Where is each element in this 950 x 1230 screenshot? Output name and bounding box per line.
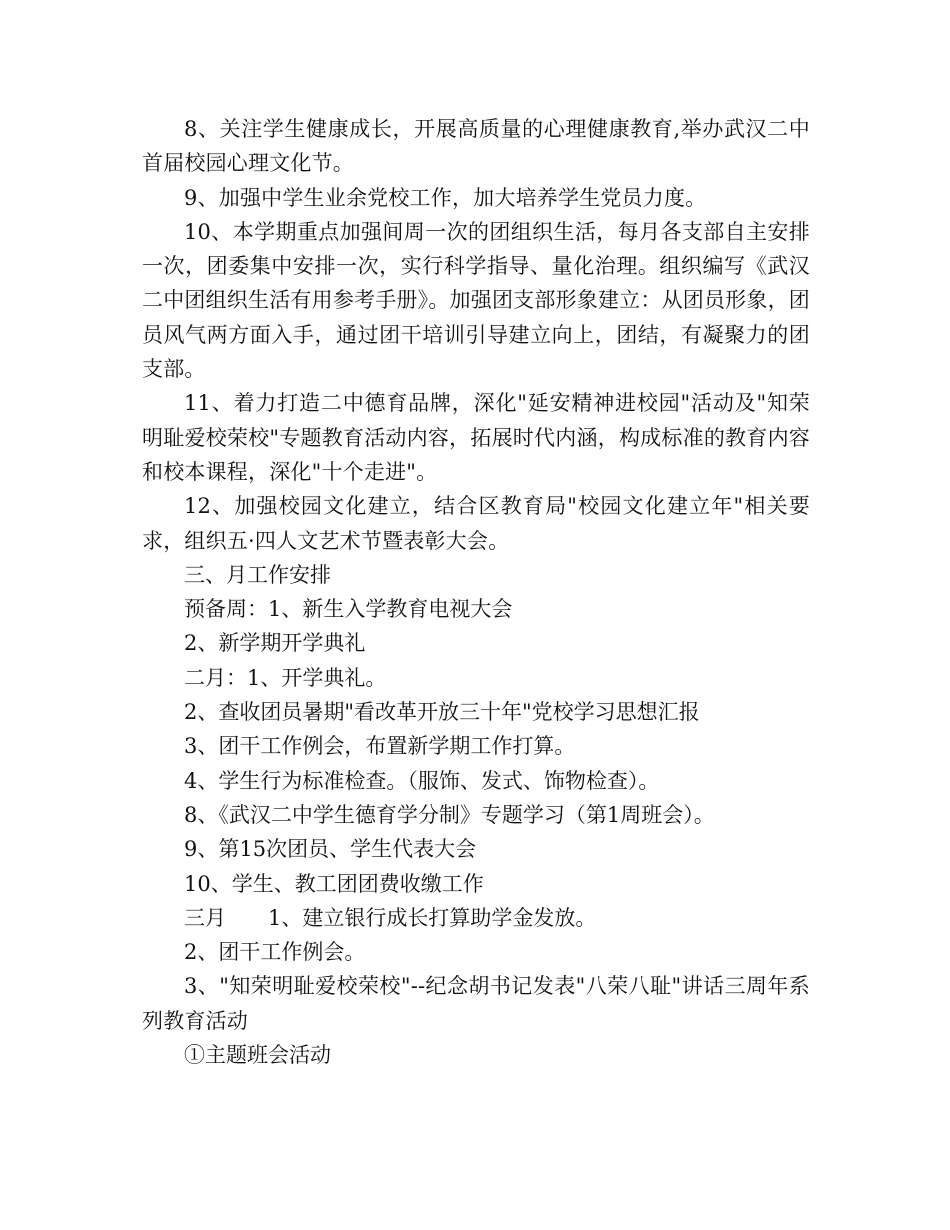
schedule-line: 3、团干工作例会，布置新学期工作打算。	[184, 734, 576, 759]
section-heading-monthly-schedule: 三、月工作安排	[184, 562, 331, 587]
schedule-line: 预备周：1、新生入学教育电视大会	[184, 597, 513, 622]
schedule-line: 二月：1、开学典礼。	[184, 665, 387, 690]
paragraph-activity-series: 3、"知荣明耻爱校荣校"--纪念胡书记发表"八荣八耻"讲话三周年系列教育活动	[142, 974, 810, 1033]
schedule-line: 4、学生行为标准检查。（服饰、发式、饰物检查）。	[184, 768, 660, 793]
paragraph-item-11: 11、着力打造二中德育品牌，深化"延安精神进校园"活动及"知荣明耻爱校荣校"专题教育活动内容，拓展时代内涵，构成标准的教育内容和校本课程，深化"十个走进"。	[142, 391, 810, 484]
document-page	[142, 112, 810, 1072]
paragraph-item-12: 12、加强校园文化建立，结合区教育局"校园文化建立年"相关要求，组织五·四人文艺术节暨表彰大会。	[142, 494, 810, 553]
schedule-line: 2、团干工作例会。	[184, 940, 366, 965]
schedule-line: 三月 1、建立银行成长打算助学金发放。	[184, 905, 597, 930]
schedule-line: 9、第15次团员、学生代表大会	[184, 837, 477, 862]
paragraph-item-10: 10、本学期重点加强间周一次的团组织生活，每月各支部自主安排一次，团委集中安排一次，实行科学指导、量化治理。组织编写《武汉二中团组织生活有用参考手册》。加强团支部形象建立：从团员形象，团员风气两方面入手，通过团干培训引导建立向上，团结，有凝聚力的团支部。	[142, 219, 810, 382]
schedule-line: 8、《武汉二中学生德育学分制》专题学习（第1周班会）。	[184, 802, 715, 827]
paragraph-item-9: 9、加强中学生业余党校工作，加大培养学生党员力度。	[184, 185, 707, 210]
schedule-line: 2、新学期开学典礼	[184, 631, 366, 656]
schedule-line: 2、查收团员暑期"看改革开放三十年"党校学习思想汇报	[184, 700, 700, 725]
paragraph-item-8: 8、关注学生健康成长，开展高质量的心理健康教育,举办武汉二中首届校园心理文化节。	[142, 117, 810, 176]
schedule-line: 10、学生、教工团团费收缴工作	[184, 871, 484, 896]
schedule-line-class-meeting: ①主题班会活动	[184, 1043, 331, 1068]
